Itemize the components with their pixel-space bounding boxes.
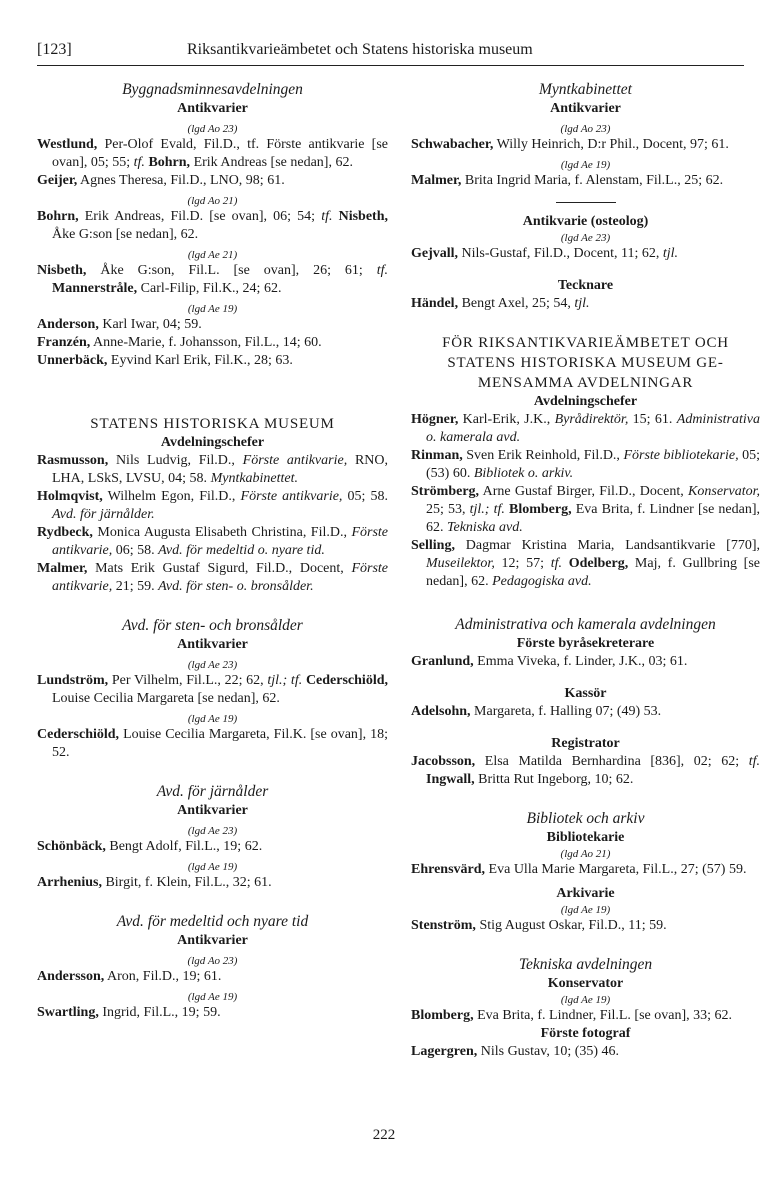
section-title: Myntkabinettet: [539, 81, 632, 98]
entry-hogner: Högner, Karl-Erik, J.K., Byrådirektör, 15; 61. Administrativa o. kameralа avd.: [411, 412, 760, 445]
common-title-line: MENSAMMA AVDELNINGAR: [477, 375, 694, 391]
role-heading: Förste byråsekreterare: [516, 636, 655, 651]
entry-bohrn: Bohrn, Erik Andreas, Fil.D. [se ovan], 06; 54; tf. Nisbeth, Åke G:son [se nedan], 62.: [37, 209, 389, 242]
role-heading: Kassör: [564, 686, 607, 701]
grade-label: (lgd Ao 21): [187, 195, 238, 207]
section-title: Avd. för järnålder: [156, 783, 269, 800]
role-heading: Konservator: [547, 976, 624, 991]
entry-cederschiold: Cederschiöld, Louise Cecilia Margareta, Fil.K. [se ovan], 18; 52.: [37, 727, 388, 760]
section-divider: [556, 202, 616, 203]
right-column: [411, 80, 760, 1061]
role-heading: Förste fotograf: [540, 1026, 631, 1041]
common-title-line: FÖR RIKSANTIKVARIEÄMBETET OCH: [442, 335, 729, 351]
header-rule: [37, 65, 744, 66]
entry-franzen: Franzén, Anne-Marie, f. Johansson, Fil.L., 14; 60.: [37, 335, 322, 350]
role-heading: Registrator: [551, 736, 620, 751]
page-number: [123]: [37, 41, 72, 58]
entry-gejvall: Gejvall, Nils-Gustaf, Fil.D., Docent, 11; 62, tjl.: [411, 246, 679, 261]
grade-label: (lgd Ao 23): [187, 955, 238, 967]
role-heading: Antikvarier: [177, 933, 248, 948]
entry-ehrensvard: Ehrensvärd, Eva Ulla Marie Margareta, Fil.L., 27; (57) 59.: [411, 862, 747, 877]
grade-label: (lgd Ae 19): [187, 713, 238, 725]
entry-rasmusson: Rasmusson, Nils Ludvig, Fil.D., Förste antikvarie, RNO, LHA, LSkS, LVSU, 04; 58. Myntkabinettet.: [37, 453, 389, 486]
role-heading: Tecknare: [557, 278, 614, 293]
entry-stenstrom: Stenström, Stig August Oskar, Fil.D., 11; 59.: [411, 918, 667, 933]
entry-malmer-brita: Malmer, Brita Ingrid Maria, f. Alenstam, Fil.L., 25; 62.: [411, 173, 724, 188]
role-heading: Antikvarier: [177, 101, 248, 116]
section-title: Tekniska avdelningen: [518, 956, 653, 973]
running-head: [37, 40, 744, 60]
entry-blomberg: Blomberg, Eva Brita, f. Lindner, Fil.L. [se ovan], 33; 62.: [411, 1008, 732, 1023]
entry-granlund: Granlund, Emma Viveka, f. Linder, J.K., 03; 61.: [411, 654, 688, 669]
grade-label: (lgd Ao 23): [560, 123, 611, 135]
folio: 222: [372, 1127, 396, 1143]
grade-label: (lgd Ae 19): [560, 904, 611, 916]
entry-lagergren: Lagergren, Nils Gustav, 10; (35) 46.: [411, 1044, 620, 1059]
entry-nisbeth: Nisbeth, Åke G:son, Fil.L. [se ovan], 26; 61; tf. Mannerstråle, Carl-Filip, Fil.K., 24; 62.: [37, 263, 388, 296]
entry-westlund: Westlund, Per-Olof Evald, Fil.D., tf. Förste antikvarie [se ovan], 05; 55; tf. Bohrn, Erik Andreas [se nedan], 62.: [37, 137, 388, 170]
left-column: [37, 80, 388, 1022]
entry-unnerback: Unnerbäck, Eyvind Karl Erik, Fil.K., 28; 63.: [37, 353, 293, 368]
entry-jacobsson: Jacobsson, Elsa Matilda Bernhardina [836], 02; 62; tf. Ingwall, Britta Rut Ingeborg, 10; 62.: [411, 754, 760, 787]
entry-malmer-mats: Malmer, Mats Erik Gustaf Sigurd, Fil.D., Docent, Förste antikvarie, 21; 59. Avd. för sten- o. bronsålder.: [37, 561, 388, 594]
entry-andersson: Andersson, Aron, Fil.D., 19; 61.: [37, 969, 222, 984]
role-heading: Antikvarie (osteolog): [522, 214, 649, 229]
grade-label: (lgd Ao 23): [187, 123, 238, 135]
role-heading: Avdelningschefer: [533, 394, 638, 409]
section-title: Bibliotek och arkiv: [526, 810, 645, 827]
section-title: Avd. för sten- och bronsålder: [122, 617, 303, 634]
entry-adelsohn: Adelsohn, Margareta, f. Halling 07; (49) 53.: [411, 704, 662, 719]
role-heading: Antikvarier: [550, 101, 621, 116]
entry-schonback: Schönbäck, Bengt Adolf, Fil.L., 19; 62.: [37, 839, 263, 854]
grade-label: (lgd Ae 19): [187, 861, 238, 873]
grade-label: (lgd Ae 19): [187, 303, 238, 315]
entry-rydbeck: Rydbeck, Monica Augusta Elisabeth Christina, Fil.D., Förste antikvarie, 06; 58. Avd. för medeltid o. nyare tid.: [37, 525, 388, 558]
entry-rinman: Rinman, Sven Erik Reinhold, Fil.D., Förste bibliotekarie, 05; (53) 60. Bibliotek o. arkiv.: [411, 448, 761, 481]
role-heading: Antikvarier: [177, 803, 248, 818]
section-title: Administrativa och kamerala avdelningen: [455, 616, 716, 633]
common-title-line: STATENS HISTORISKA MUSEUM GE-: [447, 355, 724, 371]
entry-lundstrom: Lundström, Per Vilhelm, Fil.L., 22; 62, tjl.; tf. Cederschiöld, Louise Cecilia Margareta [se nedan], 62.: [37, 673, 388, 706]
grade-label: (lgd Ae 23): [560, 232, 611, 244]
entry-stromberg: Strömberg, Arne Gustaf Birger, Fil.D., Docent, Konservator, 25; 53, tjl.; tf. Blomberg, Eva Brita, f. Lindner [se nedan], 62. Tekniska avd.: [411, 484, 760, 535]
grade-label: (lgd Ae 21): [187, 249, 238, 261]
entry-geijer: Geijer, Agnes Theresa, Fil.D., LNO, 98; 61.: [37, 173, 285, 188]
section-title: Byggnadsminnesavdelningen: [122, 81, 303, 98]
grade-label: (lgd Ae 19): [187, 991, 238, 1003]
role-heading: Antikvarier: [177, 637, 248, 652]
role-heading: Arkivarie: [556, 886, 615, 901]
role-heading: Bibliotekarie: [546, 830, 625, 845]
section-title-caps: [411, 333, 760, 393]
grade-label: (lgd Ae 19): [560, 159, 611, 171]
entry-selling: Selling, Dagmar Kristina Maria, Landsantikvarie [770], Museilektor, 12; 57; tf. Odelberg, Maj, f. Gullbring [se nedan], 62. Pedagogiska avd.: [411, 538, 760, 589]
entry-holmqvist: Holmqvist, Wilhelm Egon, Fil.D., Förste antikvarie, 05; 58. Avd. för järnålder.: [37, 489, 388, 522]
grade-label: (lgd Ae 23): [187, 659, 238, 671]
entry-arrhenius: Arrhenius, Birgit, f. Klein, Fil.L., 32; 61.: [37, 875, 272, 890]
entry-schwabacher: Schwabacher, Willy Heinrich, D:r Phil., Docent, 97; 61.: [411, 137, 729, 152]
grade-label: (lgd Ae 19): [560, 994, 611, 1006]
grade-label: (lgd Ae 23): [187, 825, 238, 837]
grade-label: (lgd Ao 21): [560, 848, 611, 860]
entry-anderson: Anderson, Karl Iwar, 04; 59.: [37, 317, 202, 332]
running-title: Riksantikvarieämbetet och Statens historiska museum: [187, 41, 533, 58]
section-title-caps: STATENS HISTORISKA MUSEUM: [90, 416, 335, 432]
section-title: Avd. för medeltid och nyare tid: [116, 913, 309, 930]
entry-handel: Händel, Bengt Axel, 25; 54, tjl.: [411, 296, 590, 311]
entry-swartling: Swartling, Ingrid, Fil.L., 19; 59.: [37, 1005, 221, 1020]
role-heading: Avdelningschefer: [160, 435, 265, 450]
